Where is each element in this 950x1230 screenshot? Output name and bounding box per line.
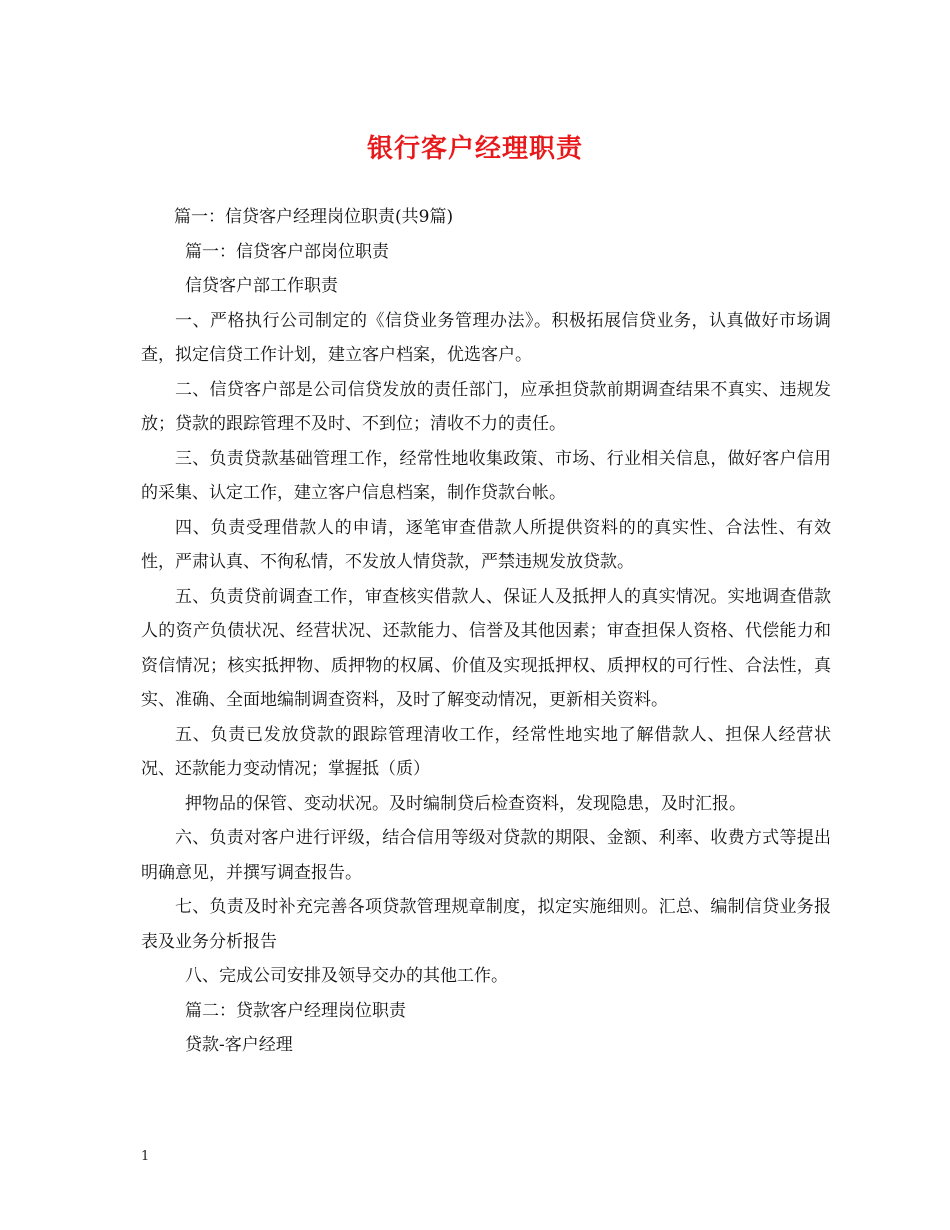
section-heading: 篇一：信贷客户部岗位职责 bbox=[185, 241, 389, 262]
paragraph: 八、完成公司安排及领导交办的其他工作。 bbox=[185, 966, 508, 986]
paragraph-continuation: 押物品的保管、变动状况。及时编制贷后检查资料，发现隐患，及时汇报。 bbox=[185, 793, 746, 814]
paragraph: 七、负责及时补充完善各项贷款管理规章制度，拟定实施细则。汇总、编制信贷业务报表及业务分析报告 bbox=[141, 897, 831, 952]
section-heading: 篇一：信贷客户经理岗位职责(共9篇) bbox=[174, 207, 454, 227]
paragraph: 五、负责贷前调查工作，审查核实借款人、保证人及抵押人的真实情况。实地调查借款人的资产负债状况、经营状况、还款能力、信誉及其他因素；审查担保人资格、代偿能力和资信情况；核实抵押物、质押物的权属、价值及实现抵押权、质押权的可行性、合法性，真实、准确、全面地编制调查资料，及时了解变动情况，更新相关资料。 bbox=[141, 586, 831, 710]
subsection-heading: 信贷客户部工作职责 bbox=[185, 276, 338, 296]
paragraph: 二、信贷客户部是公司信贷发放的责任部门，应承担贷款前期调查结果不真实、违规发放；贷款的跟踪管理不及时、不到位；清收不力的责任。 bbox=[141, 379, 831, 434]
paragraph: 四、负责受理借款人的申请，逐笔审查借款人所提供资料的的真实性、合法性、有效性，严肃认真、不徇私情，不发放人情贷款，严禁违规发放贷款。 bbox=[141, 517, 831, 572]
paragraph: 三、负责贷款基础管理工作，经常性地收集政策、市场、行业相关信息，做好客户信用的采集、认定工作，建立客户信息档案，制作贷款台帐。 bbox=[141, 448, 831, 503]
paragraph: 五、负责已发放贷款的跟踪管理清收工作，经常性地实地了解借款人、担保人经营状况、还款能力变动情况；掌握抵（质） bbox=[141, 724, 831, 779]
subsection-heading: 贷款-客户经理 bbox=[185, 1035, 293, 1055]
paragraph: 一、严格执行公司制定的《信贷业务管理办法》。积极拓展信贷业务，认真做好市场调查，拟定信贷工作计划，建立客户档案，优选客户。 bbox=[141, 310, 831, 365]
paragraph: 六、负责对客户进行评级，结合信用等级对贷款的期限、金额、利率、收费方式等提出明确意见，并撰写调查报告。 bbox=[141, 828, 831, 883]
section-heading: 篇二：贷款客户经理岗位职责 bbox=[185, 1000, 406, 1021]
page-number: 1 bbox=[141, 1149, 150, 1164]
document-body bbox=[141, 200, 831, 1063]
document-title: 银行客户经理职责 bbox=[366, 134, 583, 164]
